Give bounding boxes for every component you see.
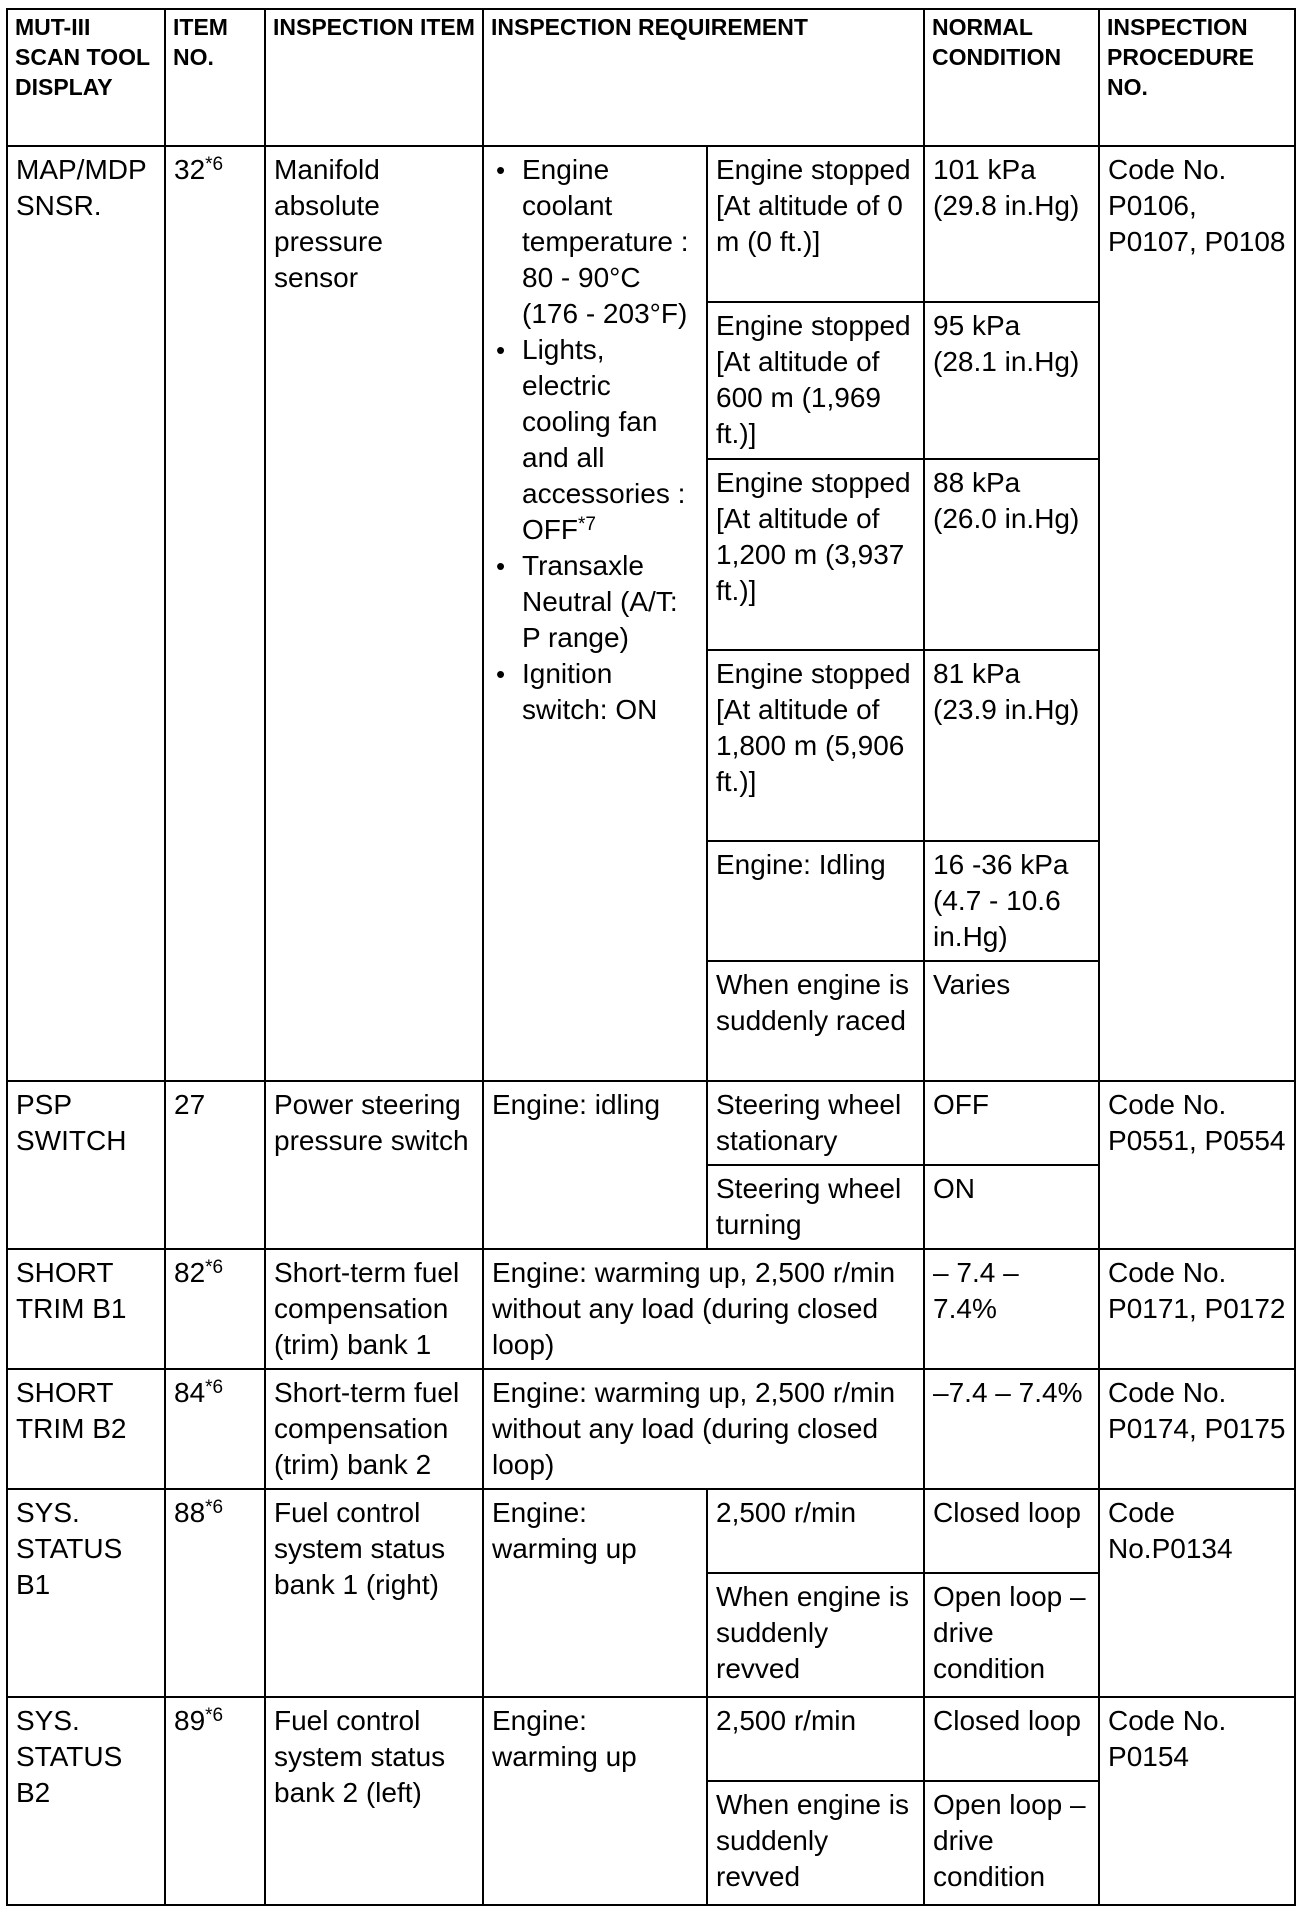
requirement-cell: 2,500 r/min <box>707 1489 924 1573</box>
footnote-ref: *6 <box>205 1377 224 1398</box>
requirement-cell: Engine: Idling <box>707 841 924 961</box>
normal-condition-cell: ON <box>924 1165 1099 1249</box>
procedure-cell: Code No. P0174, P0175 <box>1099 1369 1295 1489</box>
table-row <box>7 1369 1295 1489</box>
inspection-condition-cell: Engine: warming up <box>483 1697 707 1905</box>
procedure-cell: Code No. P0551, P0554 <box>1099 1081 1295 1249</box>
header-scan-display: MUT-III SCAN TOOL DISPLAY <box>7 9 165 146</box>
procedure-cell: Code No. P0106, P0107, P0108 <box>1099 146 1295 1081</box>
header-normal-condition: NORMAL CONDITION <box>924 9 1099 146</box>
footnote-ref: *7 <box>578 514 596 535</box>
normal-condition-cell: Closed loop <box>924 1697 1099 1781</box>
condition-bullet <box>492 332 698 548</box>
procedure-cell: Code No. P0154 <box>1099 1697 1295 1905</box>
header-procedure-no: INSPECTION PROCEDURE NO. <box>1099 9 1295 146</box>
normal-condition-cell: Open loop – drive condition <box>924 1573 1099 1697</box>
item-no-cell: 27 <box>165 1081 265 1249</box>
condition-bullet: • Ignition switch: ON <box>492 656 698 728</box>
inspection-item-cell: Fuel control system status bank 2 (left) <box>265 1697 483 1905</box>
normal-condition-cell: Varies <box>924 961 1099 1081</box>
requirement-cell: Engine stopped [At altitude of 600 m (1,969 ft.)] <box>707 302 924 459</box>
inspection-item-cell: Short-term fuel compensation (trim) bank 2 <box>265 1369 483 1489</box>
footnote-ref: *6 <box>205 1705 224 1726</box>
item-no-cell <box>165 146 265 1081</box>
procedure-cell: Code No.P0134 <box>1099 1489 1295 1697</box>
inspection-condition-cell: Engine: idling <box>483 1081 707 1249</box>
condition-bullet: • Transaxle Neutral (A/T: P range) <box>492 548 698 656</box>
table-row <box>7 1249 1295 1369</box>
item-no: 32 <box>174 154 206 185</box>
normal-condition-cell: 88 kPa (26.0 in.Hg) <box>924 459 1099 650</box>
item-no: 82 <box>174 1257 206 1288</box>
inspection-item-cell: Fuel control system status bank 1 (right) <box>265 1489 483 1697</box>
requirement-cell: 2,500 r/min <box>707 1697 924 1781</box>
table-row <box>7 146 1295 302</box>
inspection-item-cell: Short-term fuel compensation (trim) bank 1 <box>265 1249 483 1369</box>
footnote-ref: *6 <box>205 1497 224 1518</box>
requirement-cell: Engine stopped [At altitude of 1,800 m (5,906 ft.)] <box>707 650 924 841</box>
item-no-cell <box>165 1697 265 1905</box>
table-row <box>7 1081 1295 1165</box>
inspection-condition-cell <box>483 146 707 1081</box>
inspection-condition-cell: Engine: warming up <box>483 1489 707 1697</box>
footnote-ref: *6 <box>205 154 224 175</box>
header-item-no: ITEM NO. <box>165 9 265 146</box>
normal-condition-cell: 101 kPa (29.8 in.Hg) <box>924 146 1099 302</box>
footnote-ref: *6 <box>205 1257 224 1278</box>
condition-text: Lights, electric cooling fan and all accessories : OFF <box>522 334 686 545</box>
item-no-cell <box>165 1489 265 1697</box>
item-no-cell <box>165 1249 265 1369</box>
requirement-cell: Steering wheel turning <box>707 1165 924 1249</box>
requirement-cell: When engine is suddenly revved <box>707 1781 924 1905</box>
requirement-cell: When engine is suddenly revved <box>707 1573 924 1697</box>
scan-display-cell: SHORT TRIM B1 <box>7 1249 165 1369</box>
item-no-cell <box>165 1369 265 1489</box>
normal-condition-cell: Closed loop <box>924 1489 1099 1573</box>
table-row <box>7 1489 1295 1573</box>
scan-display-cell: SHORT TRIM B2 <box>7 1369 165 1489</box>
requirement-cell: Engine: warming up, 2,500 r/min without any load (during closed loop) <box>483 1369 924 1489</box>
inspection-item-cell: Power steering pressure switch <box>265 1081 483 1249</box>
normal-condition-cell: OFF <box>924 1081 1099 1165</box>
table-row <box>7 1697 1295 1781</box>
procedure-cell: Code No. P0171, P0172 <box>1099 1249 1295 1369</box>
condition-list <box>492 152 698 728</box>
item-no: 84 <box>174 1377 206 1408</box>
scan-display-cell: SYS. STATUS B2 <box>7 1697 165 1905</box>
normal-condition-cell: Open loop – drive condition <box>924 1781 1099 1905</box>
scan-display-cell: SYS. STATUS B1 <box>7 1489 165 1697</box>
normal-condition-cell: 95 kPa (28.1 in.Hg) <box>924 302 1099 459</box>
normal-condition-cell: –7.4 – 7.4% <box>924 1369 1099 1489</box>
inspection-table <box>6 8 1296 1906</box>
requirement-cell: Engine: warming up, 2,500 r/min without any load (during closed loop) <box>483 1249 924 1369</box>
requirement-cell: Engine stopped [At altitude of 1,200 m (3,937 ft.)] <box>707 459 924 650</box>
requirement-cell: Engine stopped [At altitude of 0 m (0 ft.)] <box>707 146 924 302</box>
condition-bullet: • Engine coolant temperature : 80 - 90°C (176 - 203°F) <box>492 152 698 332</box>
scan-display-cell: PSP SWITCH <box>7 1081 165 1249</box>
item-no: 88 <box>174 1497 206 1528</box>
header-row <box>7 9 1295 146</box>
requirement-cell: Steering wheel stationary <box>707 1081 924 1165</box>
normal-condition-cell: 16 -36 kPa (4.7 - 10.6 in.Hg) <box>924 841 1099 961</box>
normal-condition-cell: – 7.4 – 7.4% <box>924 1249 1099 1369</box>
normal-condition-cell: 81 kPa (23.9 in.Hg) <box>924 650 1099 841</box>
inspection-item-cell: Manifold absolute pressure sensor <box>265 146 483 1081</box>
requirement-cell: When engine is suddenly raced <box>707 961 924 1081</box>
scan-display-cell: MAP/MDP SNSR. <box>7 146 165 1081</box>
header-inspection-item: INSPECTION ITEM <box>265 9 483 146</box>
header-inspection-requirement: INSPECTION REQUIREMENT <box>483 9 924 146</box>
item-no: 89 <box>174 1705 206 1736</box>
